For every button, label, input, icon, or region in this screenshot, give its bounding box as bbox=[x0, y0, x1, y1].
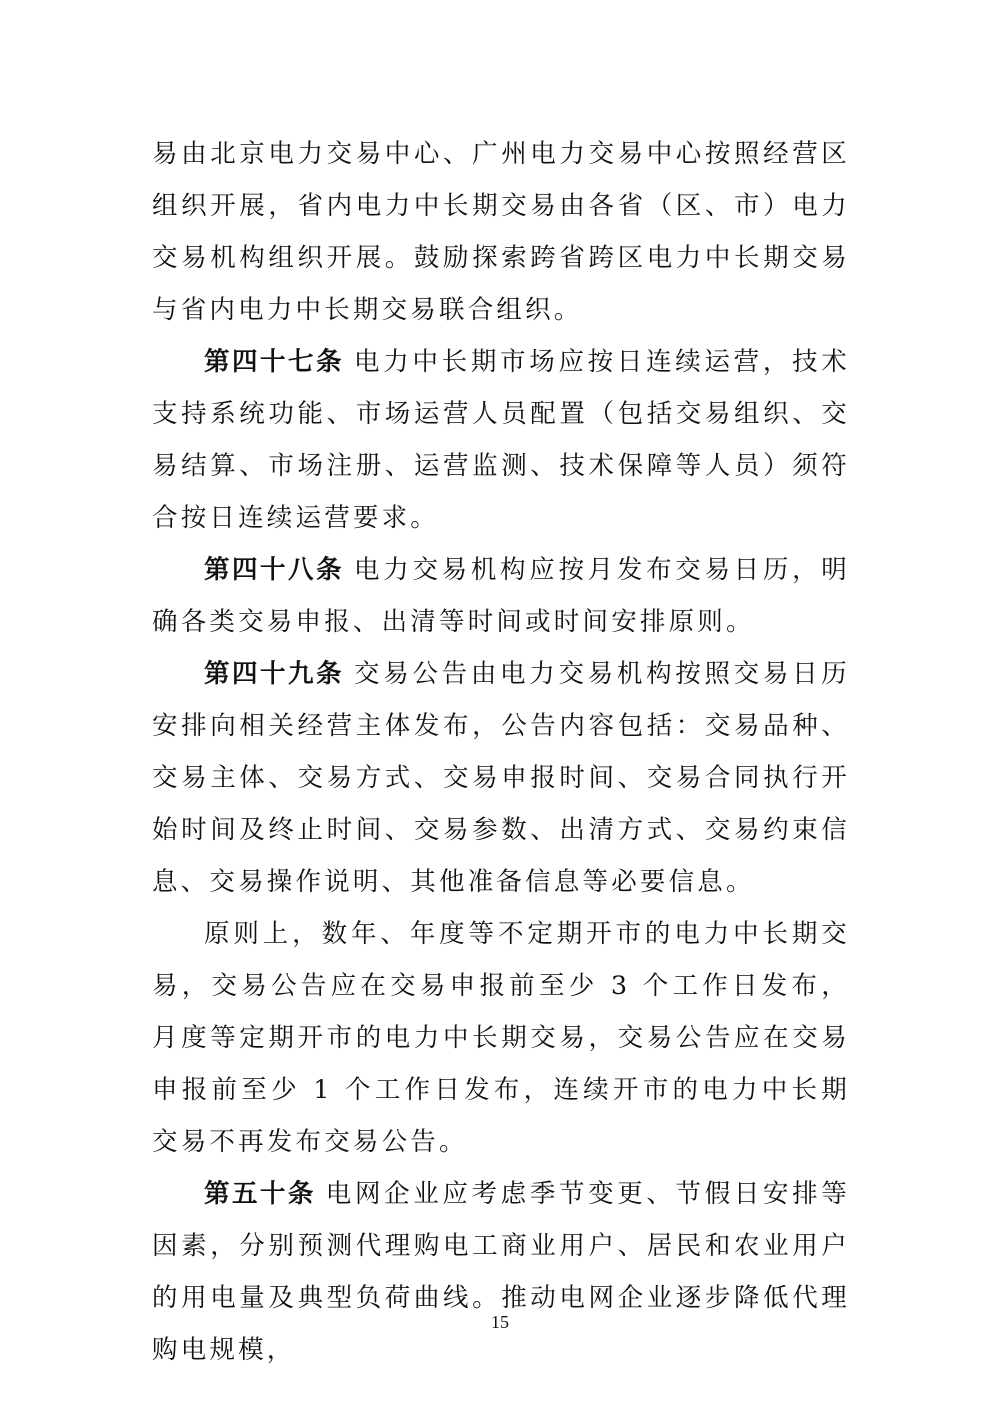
paragraph-text: 交易公告由电力交易机构按照交易日历安排向相关经营主体发布，公告内容包括：交易品种、交易主体、交易方式、交易申报时间、交易合同执行开始时间及终止时间、交易参数、出清方式、交易约束信息、交易操作说明、其他准备信息等必要信息。 bbox=[152, 659, 850, 897]
article-48 bbox=[152, 544, 850, 648]
paragraph-text: 电力中长期市场应按日连续运营，技术支持系统功能、市场运营人员配置（包括交易组织、交易结算、市场注册、运营监测、技术保障等人员）须符合按日连续运营要求。 bbox=[152, 347, 850, 533]
article-49 bbox=[152, 648, 850, 908]
article-heading: 第四十八条 bbox=[204, 555, 345, 585]
article-47 bbox=[152, 336, 850, 544]
page-number: 15 bbox=[491, 1312, 509, 1332]
article-50 bbox=[152, 1168, 850, 1376]
paragraph-text: 电力交易机构应按月发布交易日历，明确各类交易申报、出清等时间或时间安排原则。 bbox=[152, 555, 850, 637]
paragraph-text: 原则上，数年、年度等不定期开市的电力中长期交易，交易公告应在交易申报前至少 3 个工作日发布，月度等定期开市的电力中长期交易，交易公告应在交易申报前至少 1 个工作日发布，连续开市的电力中长期交易不再发布交易公告。 bbox=[152, 919, 850, 1157]
paragraph-text: 易由北京电力交易中心、广州电力交易中心按照经营区组织开展，省内电力中长期交易由各省（区、市）电力交易机构组织开展。鼓励探索跨省跨区电力中长期交易与省内电力中长期交易联合组织。 bbox=[152, 139, 850, 325]
paragraph-text: 电网企业应考虑季节变更、节假日安排等因素，分别预测代理购电工商业用户、居民和农业用户的用电量及典型负荷曲线。推动电网企业逐步降低代理购电规模， bbox=[152, 1179, 850, 1365]
article-heading: 第五十条 bbox=[204, 1179, 316, 1209]
article-heading: 第四十七条 bbox=[204, 347, 345, 377]
article-heading: 第四十九条 bbox=[204, 659, 345, 689]
document-body bbox=[152, 128, 850, 1376]
paragraph-continuation bbox=[152, 128, 850, 336]
paragraph-principle bbox=[152, 908, 850, 1168]
